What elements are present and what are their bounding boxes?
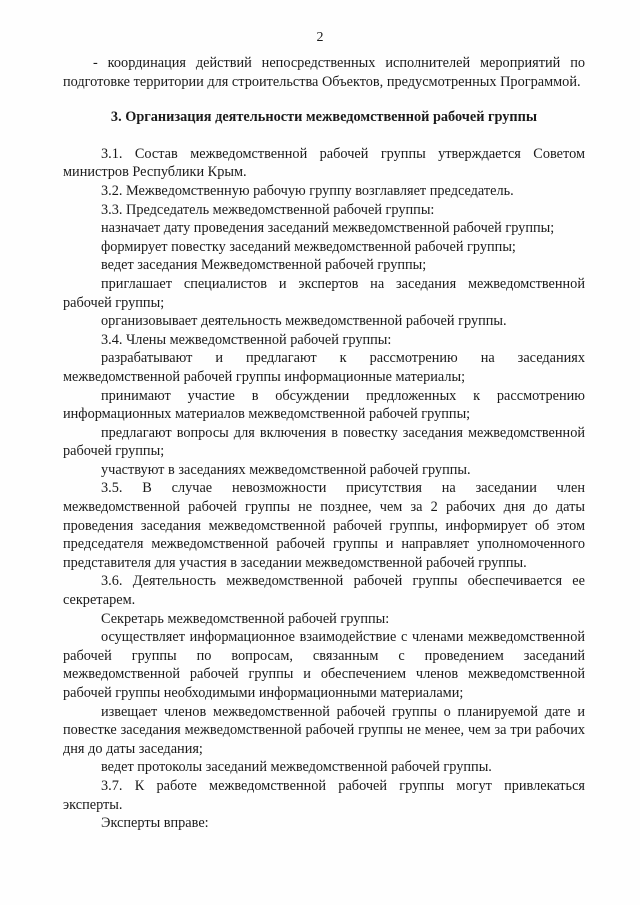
secretary-heading: Секретарь межведомственной рабочей группы: (101, 610, 390, 627)
chair-duty-item: приглашает специалистов и экспертов на заседания межведомственной рабочей группы; (63, 275, 585, 311)
paragraph-3-5: 3.5. В случае невозможности присутствия на заседании член межведомственной рабочей группы не позднее, чем за 2 рабочих дня до даты проведения заседания межведомственной рабочей группы, информирует об этом председателя межведомственной рабочей группы и направляет уполномоченного представителя для участия в заседании межведомственной рабочей группы. (63, 480, 585, 571)
paragraph-3-6: 3.6. Деятельность межведомственной рабочей группы обеспечивается ее секретарем. (63, 573, 585, 609)
chair-duty-item: назначает дату проведения заседаний межведомственной рабочей группы; (101, 220, 555, 237)
secretary-duty-item: извещает членов межведомственной рабочей группы о планируемой дате и повестке заседания межведомственной рабочей группы не менее, чем за три рабочих дня до даты заседания; (63, 703, 585, 757)
paragraph-3-7: 3.7. К работе межведомственной рабочей группы могут привлекаться эксперты. (63, 777, 585, 813)
member-duty-item: предлагают вопросы для включения в повестку заседания межведомственной рабочей группы; (63, 424, 585, 460)
secretary-duty-item: осуществляет информационное взаимодействие с членами межведомственной рабочей группы по вопросам, связанным с проведением заседаний межведомственной рабочей группы и обеспечением членов межведомственной рабочей группы необходимыми информационными материалами; (63, 629, 585, 701)
chair-duty-item: формирует повестку заседаний межведомственной рабочей группы; (101, 238, 516, 255)
intro-paragraph: - координация действий непосредственных исполнителей мероприятий по подготовке территории для строительства Объектов, предусмотренных Программой. (63, 55, 585, 90)
member-duty-item: разрабатывают и предлагают к рассмотрению на заседаниях межведомственной рабочей группы информационные материалы; (63, 350, 585, 385)
chair-duty-item: организовывает деятельность межведомственной рабочей группы. (101, 313, 507, 330)
member-duty-item: участвуют в заседаниях межведомственной рабочей группы. (101, 461, 471, 478)
chair-duty-item: ведет заседания Межведомственной рабочей группы; (101, 257, 427, 274)
document-body (63, 54, 585, 833)
paragraph-3-2: 3.2. Межведомственную рабочую группу возглавляет председатель. (101, 182, 514, 199)
paragraph-3-4: 3.4. Члены межведомственной рабочей группы: (101, 331, 392, 348)
paragraph-3-1: 3.1. Состав межведомственной рабочей группы утверждается Советом министров Республики Крым. (63, 145, 585, 181)
experts-heading: Эксперты вправе: (101, 815, 209, 832)
paragraph-3-3: 3.3. Председатель межведомственной рабочей группы: (101, 201, 435, 218)
secretary-duty-item: ведет протоколы заседаний межведомственной рабочей группы. (101, 759, 492, 776)
section-heading: 3. Организация деятельности межведомственной рабочей группы (110, 109, 538, 126)
member-duty-item: принимают участие в обсуждении предложенных к рассмотрению информационных материалов межведомственной рабочей группы; (63, 387, 585, 423)
page-number: 2 (316, 30, 324, 45)
